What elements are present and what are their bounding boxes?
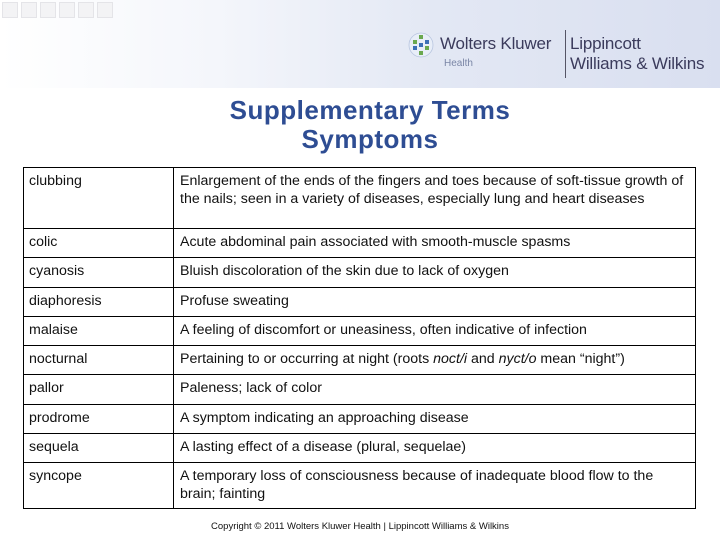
definition-cell (174, 346, 696, 375)
decorative-square (59, 2, 75, 18)
decorative-square (40, 2, 56, 18)
definition-cell: Profuse sweating (174, 288, 696, 317)
slide-title-line2: Symptoms (301, 124, 439, 154)
publisher-logo (408, 30, 718, 80)
term-cell: sequela (24, 434, 174, 463)
decorative-square (2, 2, 18, 18)
table-row (24, 434, 696, 463)
definition-cell: Paleness; lack of color (174, 375, 696, 405)
definition-cell: Bluish discoloration of the skin due to lack of oxygen (174, 258, 696, 288)
brand-subtitle: Health (444, 58, 473, 69)
definition-text: Pertaining to or occurring at night (roots (180, 351, 434, 367)
definition-cell: A feeling of discomfort or uneasiness, often indicative of infection (174, 317, 696, 346)
terms-table (23, 167, 696, 509)
partner-name (570, 34, 704, 74)
definition-text: and (467, 351, 499, 367)
term-cell: colic (24, 229, 174, 258)
table-row (24, 317, 696, 346)
brand-name: Wolters Kluwer (440, 34, 552, 53)
table-row (24, 375, 696, 405)
table-row (24, 463, 696, 509)
term-cell: clubbing (24, 168, 174, 229)
definition-cell: A symptom indicating an approaching disease (174, 405, 696, 434)
slide-title (160, 96, 580, 154)
term-cell: diaphoresis (24, 288, 174, 317)
table-row (24, 405, 696, 434)
table-row (24, 229, 696, 258)
definition-cell: Enlargement of the ends of the fingers and toes because of soft-tissue growth of the nails; seen in a variety of diseases, especially lung and heart diseases (174, 168, 696, 229)
decorative-square (78, 2, 94, 18)
definition-text: mean “night”) (536, 351, 625, 367)
table-row (24, 288, 696, 317)
term-cell: nocturnal (24, 346, 174, 375)
definition-cell: A lasting effect of a disease (plural, sequelae) (174, 434, 696, 463)
definition-cell: A temporary loss of consciousness because of inadequate blood flow to the brain; fainting (174, 463, 696, 509)
definition-cell: Acute abdominal pain associated with smooth-muscle spasms (174, 229, 696, 258)
term-cell: malaise (24, 317, 174, 346)
slide-title-line1: Supplementary Terms (229, 95, 511, 125)
term-cell: cyanosis (24, 258, 174, 288)
table-row (24, 258, 696, 288)
term-cell: prodrome (24, 405, 174, 434)
slide-header-band (0, 0, 720, 88)
partner-name-line1: Lippincott (570, 34, 641, 53)
term-cell: pallor (24, 375, 174, 405)
decorative-squares (0, 0, 140, 20)
decorative-square (97, 2, 113, 18)
decorative-square (21, 2, 37, 18)
wolters-kluwer-logo-icon (408, 32, 434, 58)
table-row (24, 168, 696, 229)
copyright-footer: Copyright © 2011 Wolters Kluwer Health | Lippincott Williams & Wilkins (211, 521, 509, 532)
partner-name-line2: Williams & Wilkins (570, 54, 705, 73)
root-term: noct/i (433, 351, 468, 367)
root-term: nyct/o (498, 351, 537, 367)
logo-divider (565, 30, 566, 78)
term-cell: syncope (24, 463, 174, 509)
table-row (24, 346, 696, 375)
